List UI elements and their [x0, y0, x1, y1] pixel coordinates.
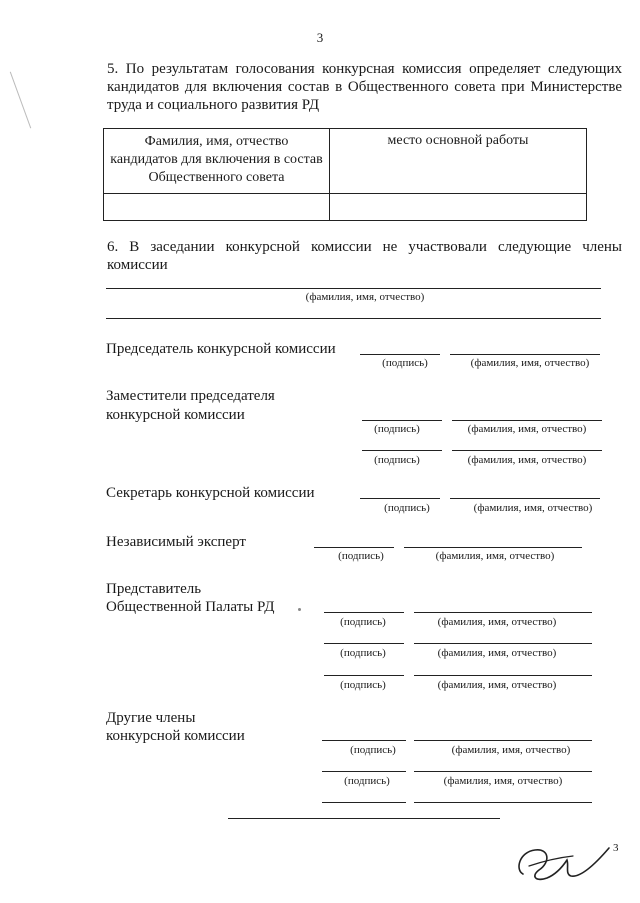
signature-line	[360, 498, 440, 499]
fio-line	[452, 420, 602, 421]
footer-page-number: 3	[613, 842, 619, 854]
table-cell	[104, 194, 330, 221]
absent-fio-caption: (фамилия, имя, отчество)	[305, 291, 425, 303]
fio-caption: (фамилия, имя, отчество)	[451, 744, 571, 756]
fio-caption: (фамилия, имя, отчество)	[443, 775, 563, 787]
table-header-workplace: место основной работы	[330, 129, 587, 194]
signature-caption: (подпись)	[374, 454, 420, 466]
signature-line	[362, 420, 442, 421]
fio-caption: (фамилия, имя, отчество)	[467, 454, 587, 466]
table-cell	[330, 194, 587, 221]
scan-speck	[298, 608, 301, 611]
signature-caption: (подпись)	[374, 423, 420, 435]
absent-members-line	[106, 288, 601, 289]
page-number: 3	[316, 30, 324, 45]
candidates-table	[103, 128, 587, 221]
fio-caption: (фамилия, имя, отчество)	[470, 357, 590, 369]
signature-line	[324, 675, 404, 676]
signature-line	[322, 740, 406, 741]
table-row	[104, 194, 587, 221]
fio-caption: (фамилия, имя, отчество)	[467, 423, 587, 435]
fio-line	[452, 450, 602, 451]
item-6-paragraph: 6. В заседании конкурсной комиссии не участвовали следующие члены комиссии	[107, 239, 622, 273]
signature-caption: (подпись)	[338, 550, 384, 562]
fio-line	[414, 612, 592, 613]
signature-line	[314, 547, 394, 548]
signature-caption: (подпись)	[384, 502, 430, 514]
fio-line	[450, 354, 600, 355]
role-others-line1: Другие члены	[106, 710, 196, 726]
table-header-fio: Фамилия, имя, отчество кандидатов для включения в состав Общественного совета	[104, 129, 330, 194]
role-secretary: Секретарь конкурсной комиссии	[106, 485, 315, 501]
role-deputy-line1: Заместители председателя	[106, 388, 275, 404]
fio-line	[414, 675, 592, 676]
fio-line	[450, 498, 600, 499]
signature-caption: (подпись)	[350, 744, 396, 756]
item-5-paragraph: 5. По результатам голосования конкурсная комиссия определяет следующих кандидатов для включения состав в Общественного совета при Министерстве труда и социального развития РД	[107, 61, 622, 113]
signature-line	[322, 802, 406, 803]
fio-line	[404, 547, 582, 548]
fio-line	[414, 771, 592, 772]
signature-line	[362, 450, 442, 451]
signature-caption: (подпись)	[382, 357, 428, 369]
role-deputy-line2: конкурсной комиссии	[106, 407, 245, 423]
fio-caption: (фамилия, имя, отчество)	[437, 616, 557, 628]
fio-line	[414, 740, 592, 741]
fio-line	[414, 643, 592, 644]
scan-mark	[10, 72, 31, 129]
role-chair: Председатель конкурсной комиссии	[106, 341, 336, 357]
fio-caption: (фамилия, имя, отчество)	[473, 502, 593, 514]
closing-rule	[228, 818, 500, 819]
fio-caption: (фамилия, имя, отчество)	[435, 550, 555, 562]
signature-caption: (подпись)	[340, 616, 386, 628]
signature-caption: (подпись)	[340, 679, 386, 691]
role-chamber-line2: Общественной Палаты РД	[106, 599, 275, 615]
signature-line	[360, 354, 440, 355]
signature-caption: (подпись)	[344, 775, 390, 787]
fio-caption: (фамилия, имя, отчество)	[437, 647, 557, 659]
signature-line	[322, 771, 406, 772]
absent-members-line	[106, 318, 601, 319]
signature-line	[324, 643, 404, 644]
role-chamber-line1: Представитель	[106, 581, 202, 597]
fio-line	[414, 802, 592, 803]
handwritten-signature	[505, 822, 615, 892]
role-expert: Независимый эксперт	[106, 534, 246, 550]
signature-caption: (подпись)	[340, 647, 386, 659]
fio-caption: (фамилия, имя, отчество)	[437, 679, 557, 691]
signature-line	[324, 612, 404, 613]
role-others-line2: конкурсной комиссии	[106, 728, 245, 744]
